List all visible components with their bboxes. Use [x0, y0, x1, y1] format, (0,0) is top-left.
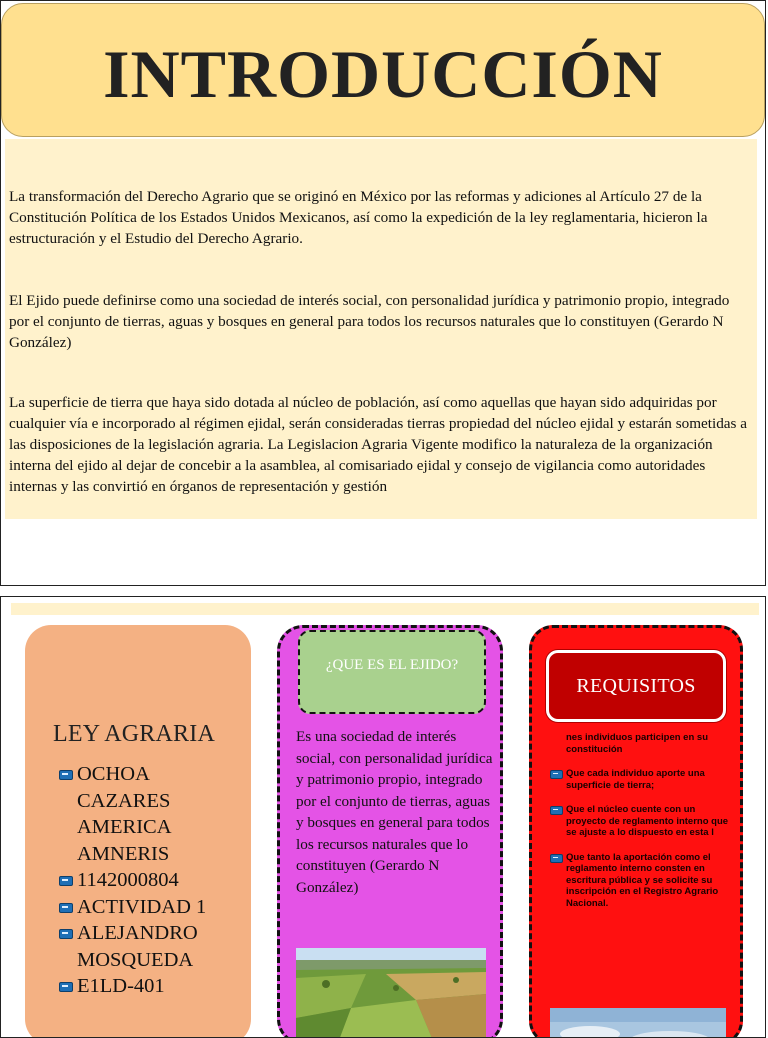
intro-paragraph-1: La transformación del Derecho Agrario que se originó en México por las reformas y adiciones al Artículo 27 de la Constitución Política de los Estados Unidos Mexicanos, así como la expedición de la ley reglamentaria, hicieron la estructuración y el Estudio del Derecho Agrario. [9, 188, 708, 247]
ley-agraria-title: LEY AGRARIA [53, 721, 215, 747]
picture-bullet-icon [59, 929, 73, 939]
intro-text-box [5, 139, 757, 519]
list-item [57, 973, 247, 1000]
title-banner [1, 3, 765, 137]
ejido-heading: ¿QUE ES EL EJIDO? [325, 657, 459, 673]
ejido-definition: Es una sociedad de interés social, con personalidad jurídica y patrimonio propio, integrado por el conjunto de tierras, aguas y bosques en general para todos los recursos naturales que lo constituyen (Gerardo N González) [296, 728, 493, 896]
que-es-ejido-card [277, 625, 503, 1038]
list-item [550, 804, 730, 839]
requisito-text: Que cada individuo aporte una superficie de tierra; [566, 768, 705, 791]
requisito-text: Que tanto la aportación como el reglamento interno consten en escritura pública y se solicite su inscripción en el Registro Agrario Nacional. [566, 851, 719, 909]
picture-bullet-icon [59, 876, 73, 886]
sky-photo [550, 1008, 726, 1038]
picture-bullet-icon [550, 770, 563, 779]
list-item [550, 732, 730, 755]
list-item [57, 761, 247, 867]
requisitos-heading-box [546, 650, 726, 722]
list-item [550, 852, 730, 910]
ejido-heading-box [298, 630, 486, 714]
top-accent-band [11, 603, 759, 615]
list-item [57, 867, 247, 894]
student-name: OCHOA CAZARES AMERICA AMNERIS [77, 763, 171, 865]
list-item [57, 894, 247, 921]
requisitos-card [529, 625, 743, 1038]
activity-label: ACTIVIDAD 1 [77, 895, 207, 918]
picture-bullet-icon [59, 770, 73, 780]
teacher-name: ALEJANDRO MOSQUEDA [77, 922, 198, 971]
requisito-fragment: nes individuos participen en su constitución [566, 732, 708, 755]
slide-ejido [0, 596, 766, 1038]
group-code: E1LD-401 [77, 975, 165, 997]
picture-bullet-icon [59, 903, 73, 913]
farmland-photo-graphic [296, 948, 486, 1038]
intro-paragraph-2: El Ejido puede definirse como una sociedad de interés social, con personalidad jurídica y patrimonio propio, integrado por el conjunto de tierras, aguas y bosques en general para todos los recursos naturales que lo constituyen (Gerardo N González) [9, 292, 730, 351]
picture-bullet-icon [550, 854, 563, 863]
farmland-photo [296, 948, 486, 1038]
ley-agraria-card [25, 625, 251, 1038]
list-item [550, 768, 730, 791]
page-title: INTRODUCCIÓN [103, 36, 663, 112]
student-id: 1142000804 [77, 869, 179, 891]
intro-paragraph-3: La superficie de tierra que haya sido dotada al núcleo de población, así como aquellas que hayan sido adquiridas por cualquier vía e incorporado al régimen ejidal, serán consideradas tierras propiedad del núcleo ejidal y estarán sometidas a las disposiciones de la legislación agraria. La Legislacion Agraria Vigente modifico la naturaleza de la organización interna del ejido al dejar de concebir a la asamblea, al comisariado ejidal y consejo de vigilancia como autoridades internas y las convirtió en órganos de representación y gestión [9, 394, 747, 495]
student-info-list [57, 761, 247, 1000]
requisitos-list [550, 732, 730, 922]
sky-photo-graphic [550, 1008, 726, 1038]
requisitos-heading: REQUISITOS [576, 675, 696, 697]
picture-bullet-icon [59, 982, 73, 992]
requisito-text: Que el núcleo cuente con un proyecto de reglamento interno que se ajuste a lo dispuesto en esta l [566, 804, 729, 838]
list-item [57, 920, 247, 973]
picture-bullet-icon [550, 806, 563, 815]
